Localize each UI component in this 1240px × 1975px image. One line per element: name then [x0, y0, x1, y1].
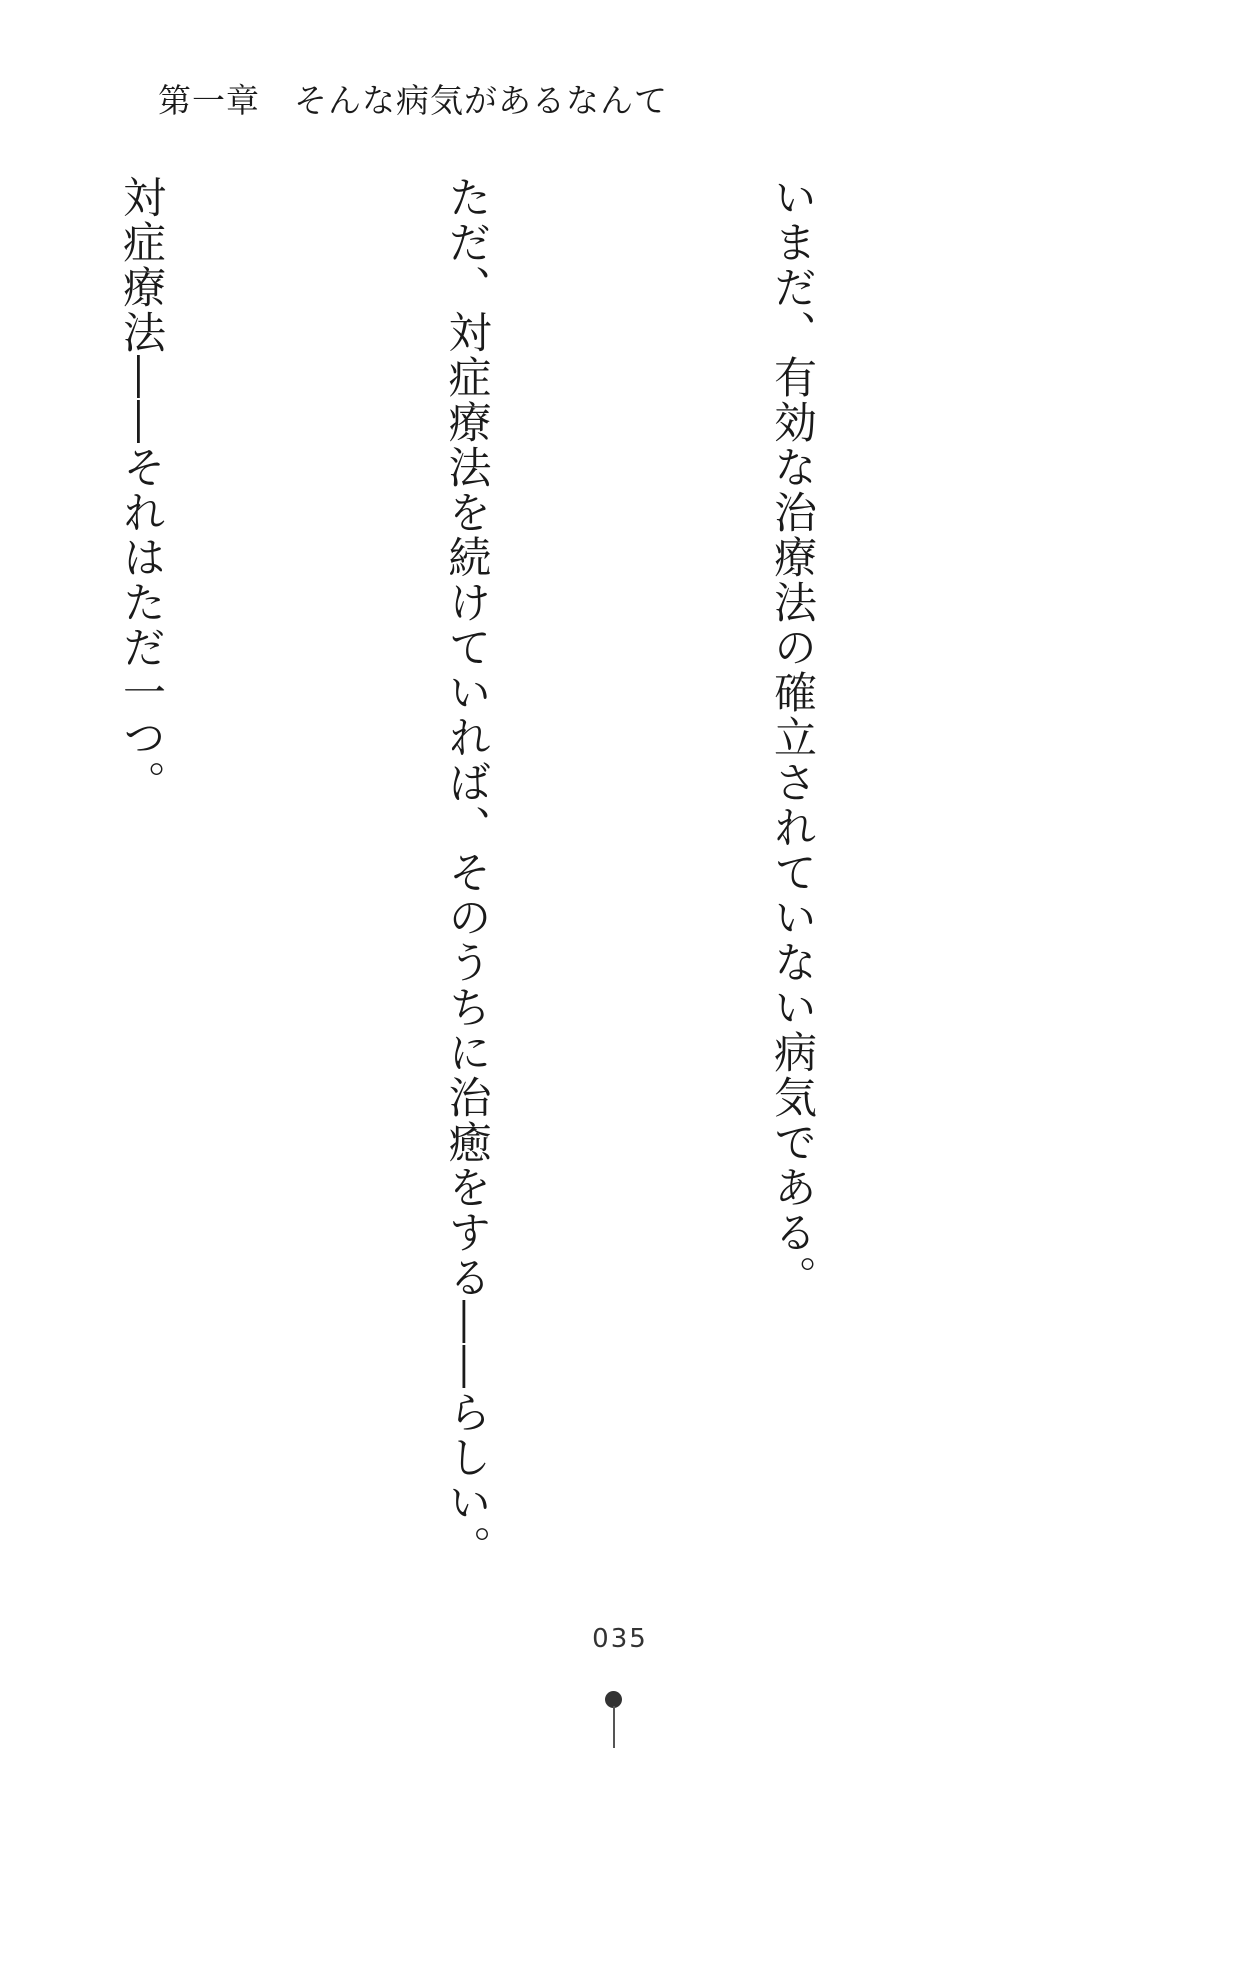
- folio-line-ornament: [613, 1706, 615, 1748]
- text-line: いまだ、有効な治療法の確立されていない病気である。: [767, 175, 817, 1300]
- text-line: 対症療法――それはただ一つ。: [116, 175, 166, 805]
- running-head: 第一章 そんな病気があるなんて: [158, 81, 668, 120]
- page-number: 035: [592, 1624, 648, 1654]
- body-text: [0, 175, 1063, 1635]
- text-line: ただ、対症療法を続けていれば、そのうちに治癒をする――らしい。: [441, 175, 492, 1570]
